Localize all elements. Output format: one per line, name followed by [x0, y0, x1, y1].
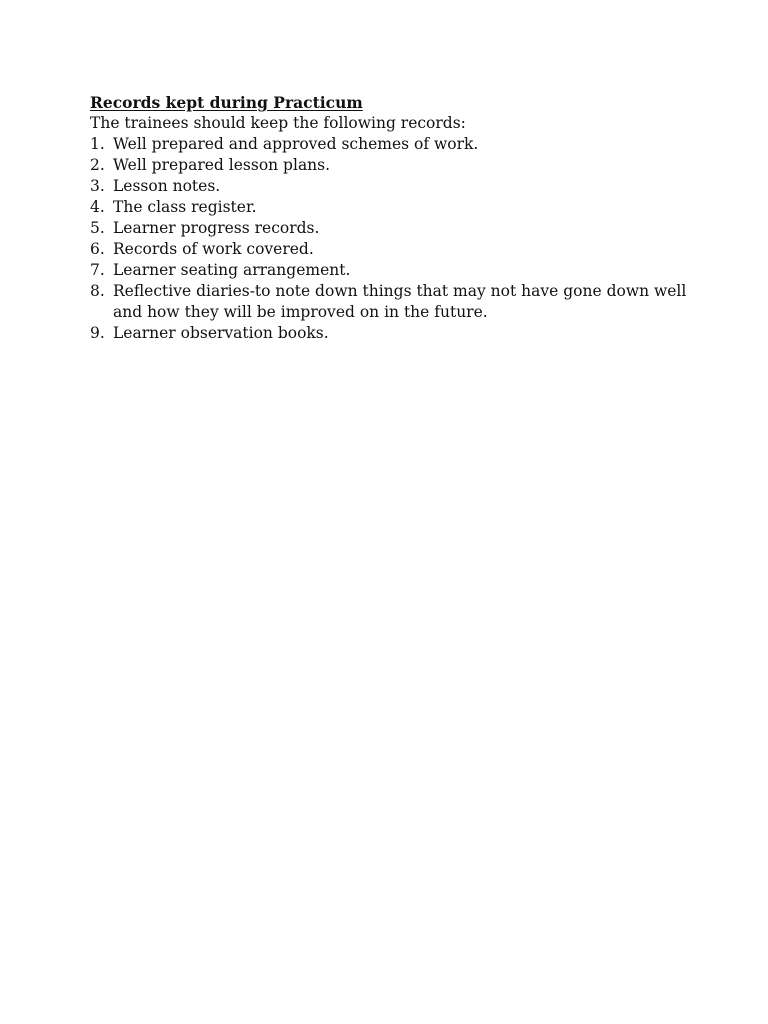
list-item-text: Well prepared and approved schemes of work. [113, 135, 479, 153]
list-item-text: Records of work covered. [113, 240, 314, 258]
list-item-number: 8. [90, 282, 105, 300]
section-heading: Records kept during Practicum [90, 93, 363, 112]
list-item-text: Well prepared lesson plans. [113, 156, 331, 174]
list-item [90, 281, 690, 323]
list-item-number: 4. [90, 198, 105, 216]
list-item-text: Learner progress records. [113, 219, 320, 237]
document-page [90, 92, 690, 344]
list-item-text: Learner seating arrangement. [113, 261, 351, 279]
list-item [90, 176, 690, 197]
records-list [90, 134, 690, 344]
list-item [90, 323, 690, 344]
list-item [90, 155, 690, 176]
list-item-number: 2. [90, 156, 105, 174]
list-item [90, 218, 690, 239]
list-item [90, 197, 690, 218]
list-item [90, 260, 690, 281]
list-item-text: The class register. [113, 198, 257, 216]
list-item [90, 239, 690, 260]
list-item-text: Lesson notes. [113, 177, 221, 195]
list-item-text: Learner observation books. [113, 324, 329, 342]
intro-text: The trainees should keep the following records: [90, 114, 466, 132]
list-item-text: Reflective diaries-to note down things that may not have gone down well and how they will be improved on in the future. [113, 282, 687, 321]
list-item-number: 1. [90, 135, 105, 153]
list-item-number: 5. [90, 219, 105, 237]
list-item-number: 3. [90, 177, 105, 195]
list-item-number: 6. [90, 240, 105, 258]
list-item [90, 134, 690, 155]
list-item-number: 7. [90, 261, 105, 279]
list-item-number: 9. [90, 324, 105, 342]
